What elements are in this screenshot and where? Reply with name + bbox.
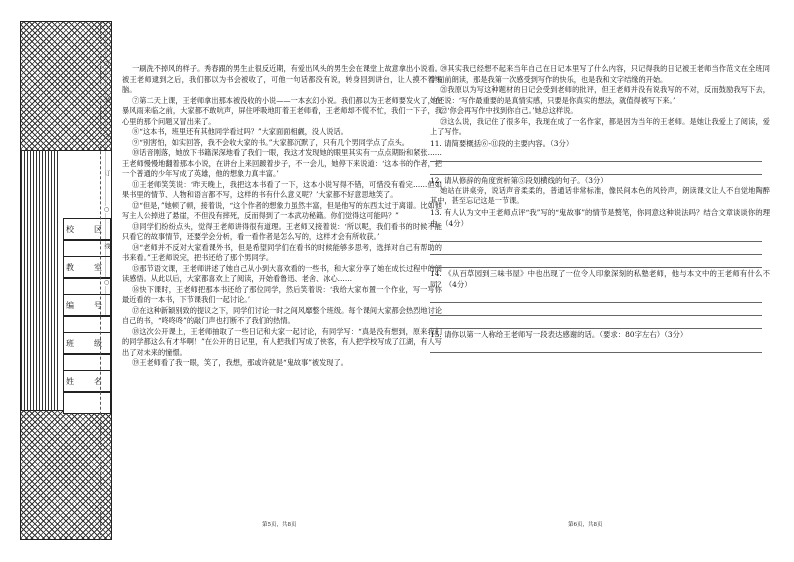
question-sample-text: 她站在讲桌旁，说话声音柔柔的，普通话非常标准，像民间本色的风铃声，朗读课文让人不自觉地陶醉其中，甚至忘记这是一节课。: [430, 185, 770, 205]
article-paragraph: ⑫“但是，”她顿了顿，接着说，“这个作者的想象力虽然丰富，但是他写的东西太过于离谱。比如他写主人公掉进了悬崖，不但没有摔死，反而得到了一本武功秘籍。你们觉得这可能吗？”: [122, 200, 442, 220]
answer-line[interactable]: [430, 340, 762, 353]
question-text: 14. 《从百草园到三味书屋》中也出现了一位令人印象深刻的私塾老师，他与本文中的王老师有什么不同？（4分）: [430, 268, 770, 289]
answer-line[interactable]: [430, 290, 762, 303]
left-column-article: [122, 64, 442, 369]
fold-line-text: ……………○……………装……………○……………订……………○……………线……………○……………: [103, 30, 110, 316]
answer-line[interactable]: [430, 316, 762, 329]
campus-field: 校 区: [63, 218, 111, 240]
right-column-paragraphs: [430, 64, 770, 138]
stripe-pattern: [21, 150, 59, 413]
hatch-pattern-top: [21, 22, 111, 151]
answer-line[interactable]: [430, 149, 762, 162]
answer-line[interactable]: [430, 229, 762, 242]
article-paragraph: ㉒‘你会再写作中找到你自己。’她总这样说。: [440, 106, 578, 115]
answer-line[interactable]: [430, 303, 762, 316]
binding-strip: [20, 21, 112, 540]
article-paragraph: ㉑我原以为写这种题材的日记会受到老师的批评，但王老师并没有说我写的不对，反而鼓励我写下去，她还说：‘写作最重要的是真情实感，只要是你真实的想法，就值得被写下来。’: [430, 85, 770, 105]
number-field: 编 号: [63, 294, 111, 316]
answer-line[interactable]: [430, 162, 762, 175]
article-paragraph: ⑧“这本书，班里还有其他同学看过吗？”大家面面相觑，没人说话。: [132, 127, 348, 136]
article-paragraph: ㉓这么说，我记住了很多年，我现在成了一名作家，都是因为当年的王老师。是她让我爱上了阅读，爱上了写作。: [430, 116, 770, 136]
article-paragraph: ⑲王老师看了我一眼，笑了，我想，那或许就是“鬼故事”被发现了。: [132, 358, 348, 367]
article-paragraph: ⑩话音刚落，她放下书籍深深地看了我们一眼，我这才发现她的眼里其实有一点点期盼和紧张……王老师慢慢地翻着那本小说，在讲台上来回踱着步子，不一会儿，她停下来说道：‘这本书的作者，把一个普通的少年写成了英雄，他的想象力真丰富。’: [122, 148, 442, 178]
article-paragraph: ⑭“老师并不反对大家看课外书，但是希望同学们在看书的时候能够多思考，选择对自己有帮助的书来看。”王老师说完，把书还给了那个男同学。: [122, 242, 442, 262]
question-text: 11. 请简要概括⑥-⑪段的主要内容。（3分）: [430, 138, 574, 148]
answer-line[interactable]: [430, 242, 762, 255]
question-text: 12. 请从修辞的角度赏析第⑤段划横线的句子。（3分）: [430, 175, 608, 185]
article-paragraph: ⑮那节语文课，王老师讲述了她自己从小到大喜欢看的一些书，和大家分享了她在成长过程中的阅读感悟。从此以后，大家都喜欢上了阅读，开始看鲁迅、老舍、冰心……: [122, 263, 442, 283]
article-paragraph: ⑳其实我已经想不起来当年自己在日记本里写了什么内容，只记得我的日记被王老师当作范文在全班同学面前朗读，那是我第一次感受到写作的快乐，也是我和文字结缘的开始。: [430, 64, 770, 84]
article-paragraph: ⑨“别害怕，如实回答，我不会收大家的书。”大家都沉默了，只有几个男同学点了点头。: [132, 137, 409, 147]
question-text: 13. 有人认为文中王老师点评“我”写的“鬼故事”的情节是赘笔，你同意这种说法吗？结合文章谈谈你的理由。（4分）: [430, 207, 770, 228]
article-paragraph: 一刷洗不掉风的样子。秀春跟的男生止很反近期，有爱出风头的男生会在课堂上故意拿出小说看。被王老师逮到之后，我们都以为书会被收了，可他一句话都没有说，转身回到讲台，让人摸不着头脑。: [122, 64, 442, 94]
question-text: 15. 请你以第一人称给王老师写一段表达感谢的话。（要求：80字左右）（3分）: [430, 329, 688, 339]
article-paragraph: ⑯快下课时，王老师把那本书还给了那位同学，然后笑着说：‘我给大家布置一个作业，写一写你最近看的一本书，下节课我们一起讨论。’: [122, 284, 442, 304]
page-footer-left: 第5页，共8页: [262, 522, 297, 528]
question-list: [430, 138, 770, 353]
answer-line[interactable]: [430, 255, 762, 268]
classroom-field: 教 室: [63, 256, 111, 278]
hatch-pattern-bottom: [21, 410, 111, 539]
fold-line: [100, 21, 101, 540]
article-paragraph: ⑰在这种新颖别致的提议之下，同学们讨论一时之间风靡整个班级。每个课间大家都会热烈地讨论自己的书，“咚咚咚”的敲门声也打断不了我们的热情。: [122, 305, 442, 325]
page-footer-right: 第6页，共8页: [568, 522, 603, 528]
class-field: 班 级: [63, 332, 111, 354]
article-paragraph: ⑬同学们纷纷点头，觉得王老师讲得很有道理。王老师又接着说：‘所以呢，我们看书的时候不能只看它的故事情节，还要学会分析，看一看作者是怎么写的，这样才会有所收获。’: [122, 221, 442, 241]
article-paragraph: ⑪王老师笑笑说：‘昨天晚上，我把这本书看了一下，这本小说写得不错，可惜没有看完……但如果书里的情节、人物和语言都不写，这样的书有什么意义呢？’大家都不好意思地笑了。: [122, 179, 442, 199]
right-column-article: [430, 64, 770, 353]
article-paragraph: ⑦第二天上课，王老师拿出那本被没收的小说——一本玄幻小说。我们都以为王老师要发火了，在暴风雨来临之前，大家都不敢吭声，屏住呼吸地盯着王老师看，王老师却不慌不忙，我们一下子，我心里的那个问题又冒出来了。: [122, 95, 442, 126]
article-paragraph: ⑱这次公开课上，王老师抽取了一些日记和大家一起讨论，有同学写：“真是没有想到，原来我们的同学都这么有才华啊！”在公开的日记里，有人把我们写成了侠客，有人把学校写成了江湖，有人写出了对未来的憧憬。: [122, 326, 442, 357]
name-field: 姓 名: [63, 370, 111, 392]
